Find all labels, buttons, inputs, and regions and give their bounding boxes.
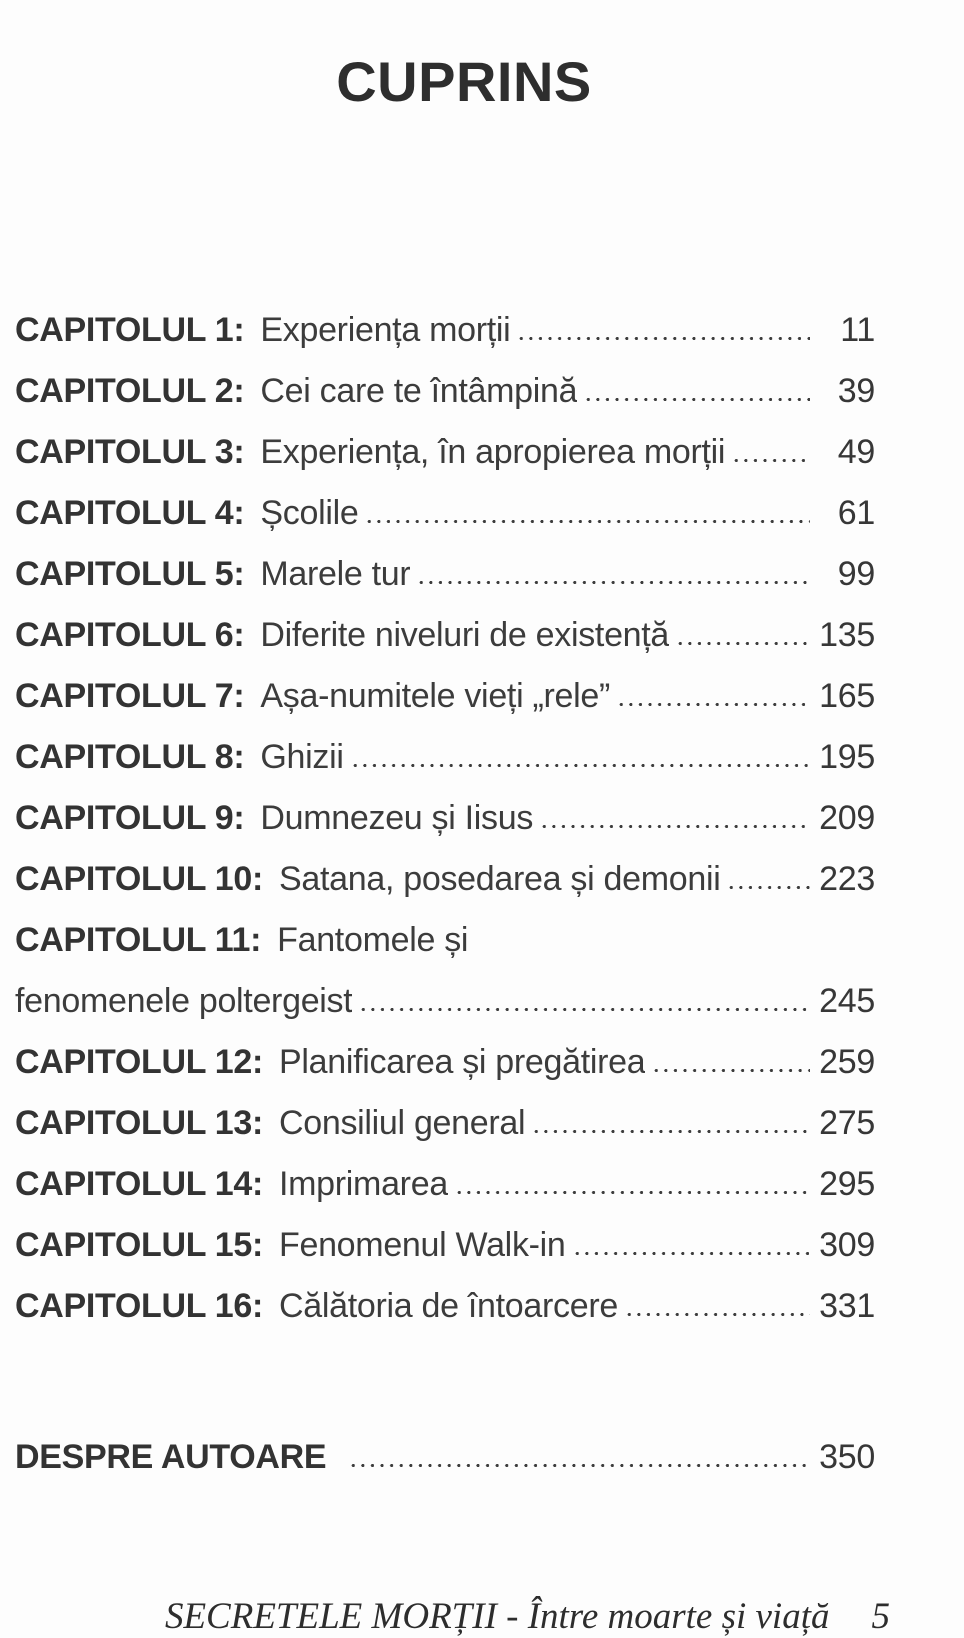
toc-entry-label: CAPITOLUL 2: (15, 371, 245, 410)
toc-entry-label: CAPITOLUL 12: (15, 1042, 263, 1081)
toc-entry-title: Călătoria de întoarcere (279, 1286, 618, 1325)
toc-dot-leader (732, 458, 810, 463)
toc-dot-leader (532, 1129, 810, 1134)
page-title: CUPRINS (336, 49, 592, 113)
toc-row (15, 552, 875, 613)
toc-row (15, 674, 875, 735)
toc-entry-page: 11 (840, 310, 875, 349)
toc-entry-label: CAPITOLUL 8: (15, 737, 245, 776)
toc-entry-label: CAPITOLUL 16: (15, 1286, 263, 1325)
toc-row (15, 613, 875, 674)
toc-entry-page: 49 (837, 432, 875, 471)
toc-row (15, 369, 875, 430)
toc-entry-page: 223 (819, 859, 875, 898)
toc-row (15, 308, 875, 369)
toc-entry-title: Fantomele și (277, 920, 469, 959)
toc-row (15, 857, 875, 918)
toc-entry-title: Imprimarea (279, 1164, 448, 1203)
toc-entry-title: Satana, posedarea și demonii (279, 859, 721, 898)
toc-entry-title: Ghizii (260, 737, 344, 776)
toc-entry-label: CAPITOLUL 7: (15, 676, 245, 715)
toc-dot-leader (573, 1251, 810, 1256)
toc-list (15, 308, 875, 1496)
toc-entry-page: 195 (819, 737, 875, 776)
toc-entry-page: 350 (819, 1437, 875, 1476)
toc-entry-title: Diferite niveluri de existență (260, 615, 670, 654)
toc-entry-label: CAPITOLUL 10: (15, 859, 263, 898)
toc-dot-leader (349, 1463, 810, 1468)
toc-entry-title: Consiliul general (279, 1103, 526, 1142)
page-footer (0, 1597, 890, 1638)
toc-entry-label: CAPITOLUL 14: (15, 1164, 263, 1203)
toc-entry-label: CAPITOLUL 4: (15, 493, 245, 532)
toc-entry-page: 331 (819, 1286, 875, 1325)
toc-entry-title: Dumnezeu și Iisus (260, 798, 534, 837)
footer-book-title: SECRETELE MORȚII - Între moarte și viață (164, 1595, 830, 1637)
toc-entry-page: 259 (819, 1042, 875, 1081)
toc-entry-page: 39 (837, 371, 875, 410)
toc-entry-label: CAPITOLUL 15: (15, 1225, 263, 1264)
toc-dot-leader (365, 519, 810, 524)
toc-entry-label: CAPITOLUL 11: (15, 920, 262, 959)
toc-row (15, 735, 875, 796)
toc-dot-leader (359, 1007, 810, 1012)
toc-entry-page: 165 (819, 676, 875, 715)
toc-dot-leader (517, 336, 810, 341)
toc-entry-page: 309 (819, 1225, 875, 1264)
toc-row (15, 1435, 875, 1496)
toc-dot-leader (676, 641, 810, 646)
toc-entry-page: 295 (819, 1164, 875, 1203)
toc-row (15, 979, 875, 1040)
toc-row (15, 491, 875, 552)
toc-entry-title: Marele tur (260, 554, 411, 593)
toc-entry-title: Așa-numitele vieți „rele” (260, 676, 611, 715)
toc-dot-leader (351, 763, 810, 768)
toc-dot-leader (727, 885, 810, 890)
toc-dot-leader (652, 1068, 810, 1073)
toc-dot-leader (617, 702, 810, 707)
toc-row (15, 1162, 875, 1223)
toc-entry-label: CAPITOLUL 9: (15, 798, 245, 837)
toc-entry-label: CAPITOLUL 3: (15, 432, 245, 471)
toc-entry-label: CAPITOLUL 13: (15, 1103, 263, 1142)
toc-dot-leader (625, 1312, 810, 1317)
toc-entry-label: CAPITOLUL 1: (15, 310, 245, 349)
toc-dot-leader (455, 1190, 810, 1195)
toc-entry-label: CAPITOLUL 6: (15, 615, 245, 654)
toc-dot-leader (417, 580, 810, 585)
toc-row (15, 918, 875, 979)
toc-entry-label: CAPITOLUL 5: (15, 554, 245, 593)
toc-dot-leader (540, 824, 810, 829)
toc-row (15, 796, 875, 857)
toc-row (15, 1040, 875, 1101)
toc-entry-title: Experiența morții (260, 310, 511, 349)
toc-entry-page: 61 (837, 493, 875, 532)
toc-entry-page: 245 (819, 981, 875, 1020)
toc-row (15, 1284, 875, 1345)
toc-row (15, 430, 875, 491)
toc-entry-page: 135 (819, 615, 875, 654)
toc-entry-title: Cei care te întâmpină (260, 371, 578, 410)
toc-entry-title: fenomenele poltergeist (15, 981, 353, 1020)
toc-entry-title: Fenomenul Walk-in (279, 1225, 566, 1264)
toc-row (15, 1223, 875, 1284)
toc-entry-title: Școlile (260, 493, 359, 532)
toc-row (15, 1101, 875, 1162)
toc-entry-page: 209 (819, 798, 875, 837)
toc-entry-page: 275 (819, 1103, 875, 1142)
toc-entry-label: DESPRE AUTOARE (15, 1437, 327, 1476)
footer-page-number: 5 (871, 1595, 890, 1637)
toc-entry-page: 99 (837, 554, 875, 593)
toc-entry-title: Planificarea și pregătirea (279, 1042, 646, 1081)
toc-dot-leader (584, 397, 810, 402)
toc-entry-title: Experiența, în apropierea morții (260, 432, 726, 471)
